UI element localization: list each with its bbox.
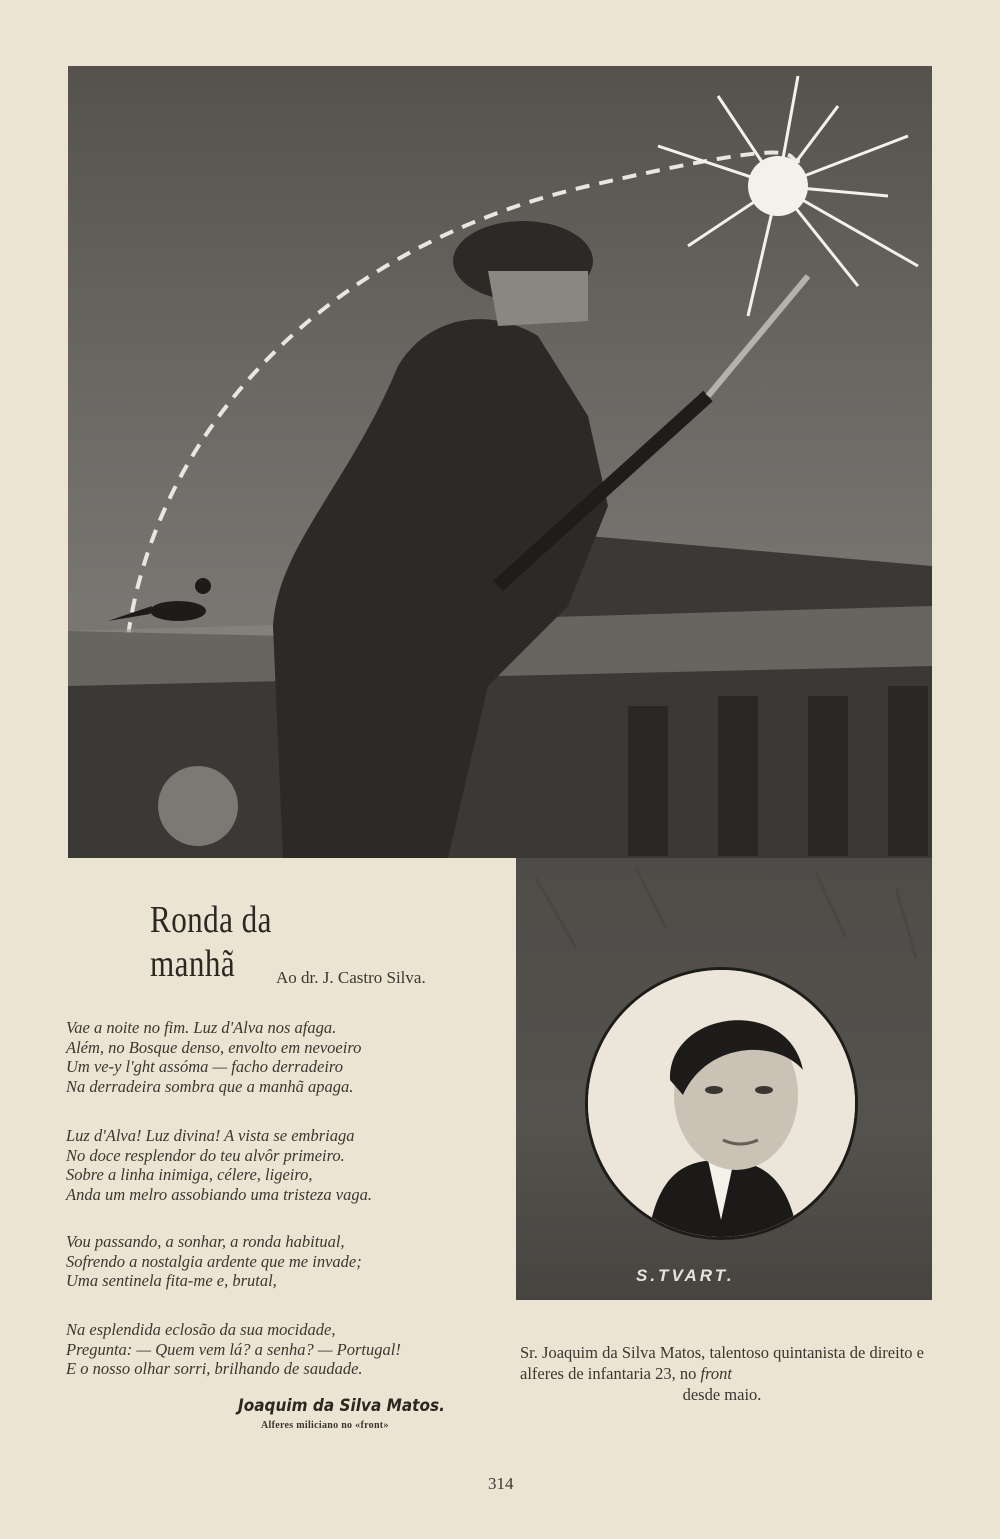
poem-line: Sobre a linha inimiga, célere, ligeiro, (66, 1165, 313, 1184)
sentinel-face (158, 766, 238, 846)
portrait-photo (588, 970, 855, 1237)
caption-italic-word: front (700, 1364, 732, 1383)
poem-line: No doce resplendor do teu alvôr primeiro. (66, 1145, 345, 1165)
poem-line: E o nosso olhar sorri, brilhando de saudade. (66, 1359, 363, 1378)
poem-line: Na derradeira sombra que a manhã apaga. (66, 1076, 354, 1096)
poem-line: Vae a noite no fim. Luz d'Alva nos afaga. (66, 1018, 337, 1037)
war-illustration (68, 66, 932, 858)
blackbird (108, 578, 211, 621)
poem-line: Uma sentinela fita-me e, brutal, (66, 1271, 277, 1290)
poem-dedication: Ao dr. J. Castro Silva. (276, 968, 426, 987)
poem-line: Vou passando, a sonhar, a ronda habitual, (66, 1232, 345, 1251)
author-rank: Alferes miliciano no «front» (261, 1420, 389, 1431)
poem-title: Ronda da manhã (150, 899, 272, 985)
page-number: 314 (488, 1474, 514, 1493)
portrait-caption (520, 1342, 924, 1405)
poem-author: Joaquim da Silva Matos. (238, 1396, 445, 1416)
poem-line: Anda um melro assobiando uma tristeza vaga. (66, 1184, 373, 1204)
soldier-sketch (68, 66, 932, 858)
author-portrait (585, 967, 858, 1240)
poem-stanza-1 (66, 1018, 486, 1096)
poem-stanza-2 (66, 1126, 486, 1204)
explosion-burst (658, 76, 918, 316)
poem-line: Um ve-y l'ght assóma — facho derradeiro (66, 1057, 343, 1076)
poem-line: Além, no Bosque denso, envolto em nevoeiro (66, 1037, 362, 1057)
poem-line: Luz d'Alva! Luz divina! A vista se embriaga (66, 1126, 355, 1145)
caption-text: Sr. Joaquim da Silva Matos, talentoso quintanista de direito e alferes de infantaria 23, no (520, 1343, 924, 1383)
caption-last-line: desde maio. (682, 1385, 762, 1404)
poem-line: Pregunta: — Quem vem lá? a senha? — Portugal! (66, 1339, 401, 1359)
poem-stanza-4 (66, 1320, 486, 1379)
artist-signature: S.TVART. (636, 1266, 735, 1285)
poem-stanza-3 (66, 1232, 486, 1291)
poem-line: Na esplendida eclosão da sua mocidade, (66, 1320, 336, 1339)
poem-line: Sofrendo a nostalgia ardente que me invade; (66, 1251, 362, 1271)
